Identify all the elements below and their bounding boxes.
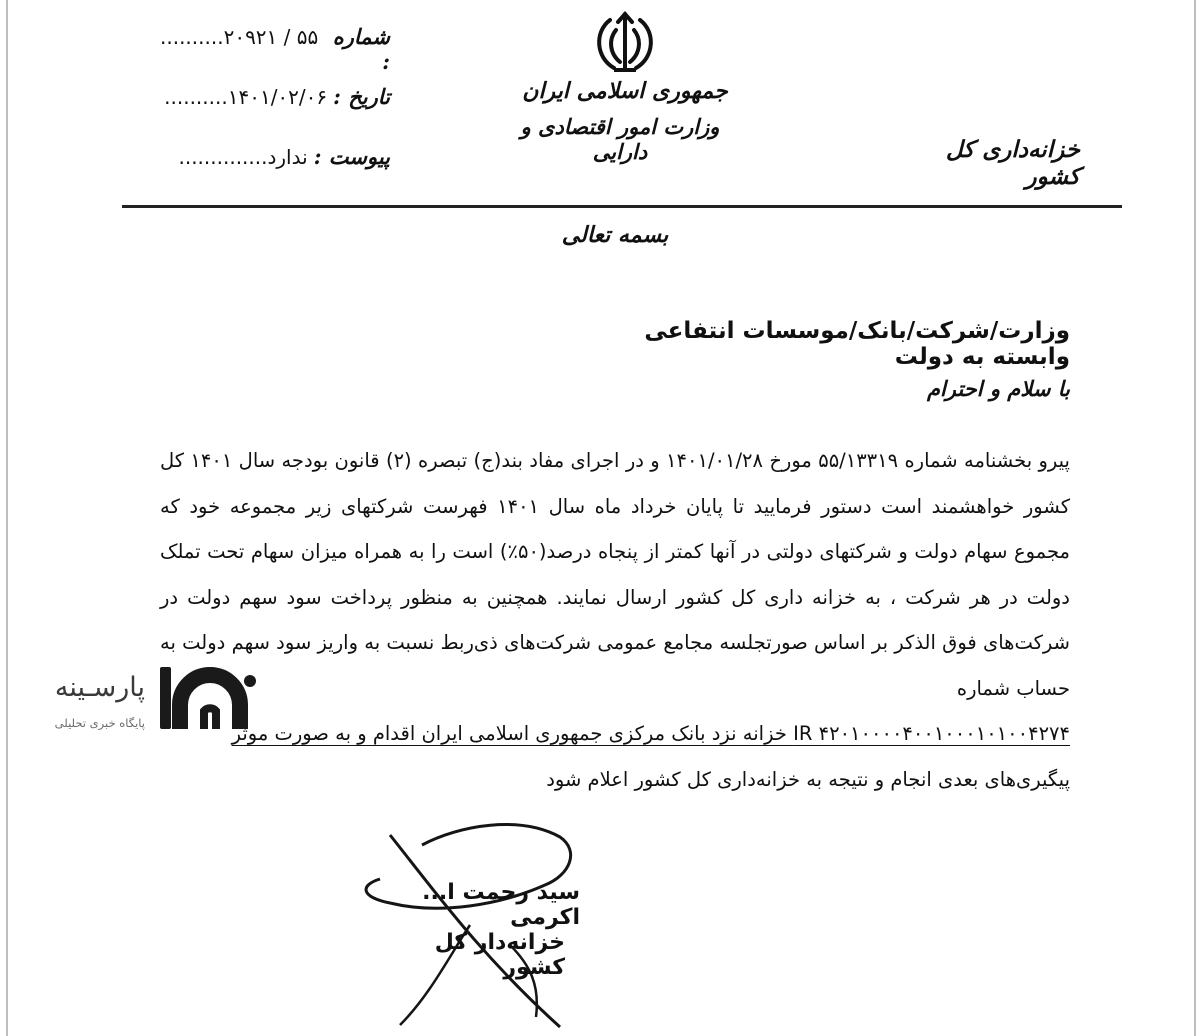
letter-body	[160, 438, 1070, 802]
ministry-name: وزارت امور اقتصادی و دارایی	[520, 114, 720, 164]
bismillah-heading: بسمه تعالی	[561, 222, 669, 248]
letter-date-label: تاریخ :	[333, 84, 390, 109]
body-paragraph: پیرو بخشنامه شماره ۵۵/۱۳۳۱۹ مورخ ۱۴۰۱/۰۱/۲۸ و در اجرای مفاد بند(ج) تبصره (۲) قانون بودجه سال ۱۴۰۱ کل کشور خواهشمند است دستور فرمایید تا پایان خرداد ماه سال ۱۴۰۱ فهرست شرکتهای زیر مجموعه خود که مجموع سهام دولت و شرکتهای دولتی در آنها کمتر از پنجاه درصد(۵۰٪) است را به همراه میزان سهام تحت تملک دولت در هر شرکت ، به خزانه داری کل کشور ارسال نمایند. همچنین به منظور پرداخت سود سهم دولت در شرکت‌های فوق الذکر بر اساس صورتجلسه مجامع عمومی شرکت‌های ذی‌ربط نسبت به واریز سود سهم دولت به حساب شماره	[160, 449, 1071, 700]
iran-emblem-icon	[590, 10, 660, 76]
letter-attachment-value: ندارد..............	[178, 145, 308, 169]
watermark-name: پارسـینه	[54, 672, 145, 703]
letter-number	[160, 24, 390, 74]
recipient-line: وزارت/شرکت/بانک/موسسات انتفاعی وابسته به دولت	[644, 318, 1070, 370]
signatory-title: خزانه‌دار کل کشور	[434, 930, 565, 980]
signatory-name: سید رحمت ا... اکرمی	[422, 880, 580, 930]
header-divider	[122, 205, 1122, 208]
greeting: با سلام و احترام	[926, 376, 1070, 401]
body-closing: پیگیری‌های بعدی انجام و نتیجه به خزانه‌داری کل کشور اعلام شود	[546, 767, 1070, 791]
watermark-tagline: پایگاه خبری تحلیلی	[54, 716, 145, 730]
letter-attachment-label: پیوست :	[313, 144, 390, 169]
letter-date	[160, 84, 390, 109]
letter-date-value: ۱۴۰۱/۰۲/۰۶..........	[164, 85, 328, 109]
letter-number-label: شماره :	[332, 24, 390, 74]
department-name: خزانه‌داری کل کشور	[945, 136, 1080, 190]
republic-name: جمهوری اسلامی ایران	[522, 78, 728, 104]
account-number-line: IR ۴۲۰۱۰۰۰۰۴۰۰۱۰۰۰۱۰۱۰۰۴۲۷۴ خزانه نزد بانک مرکزی جمهوری اسلامی ایران اقدام و به صورت موثر	[231, 722, 1070, 745]
page-edge-left	[6, 0, 8, 1036]
letter-attachment	[160, 144, 390, 169]
letter-number-value: ۵۵ / ۲۰۹۲۱..........	[160, 25, 319, 49]
page-edge-right	[1194, 0, 1196, 1036]
